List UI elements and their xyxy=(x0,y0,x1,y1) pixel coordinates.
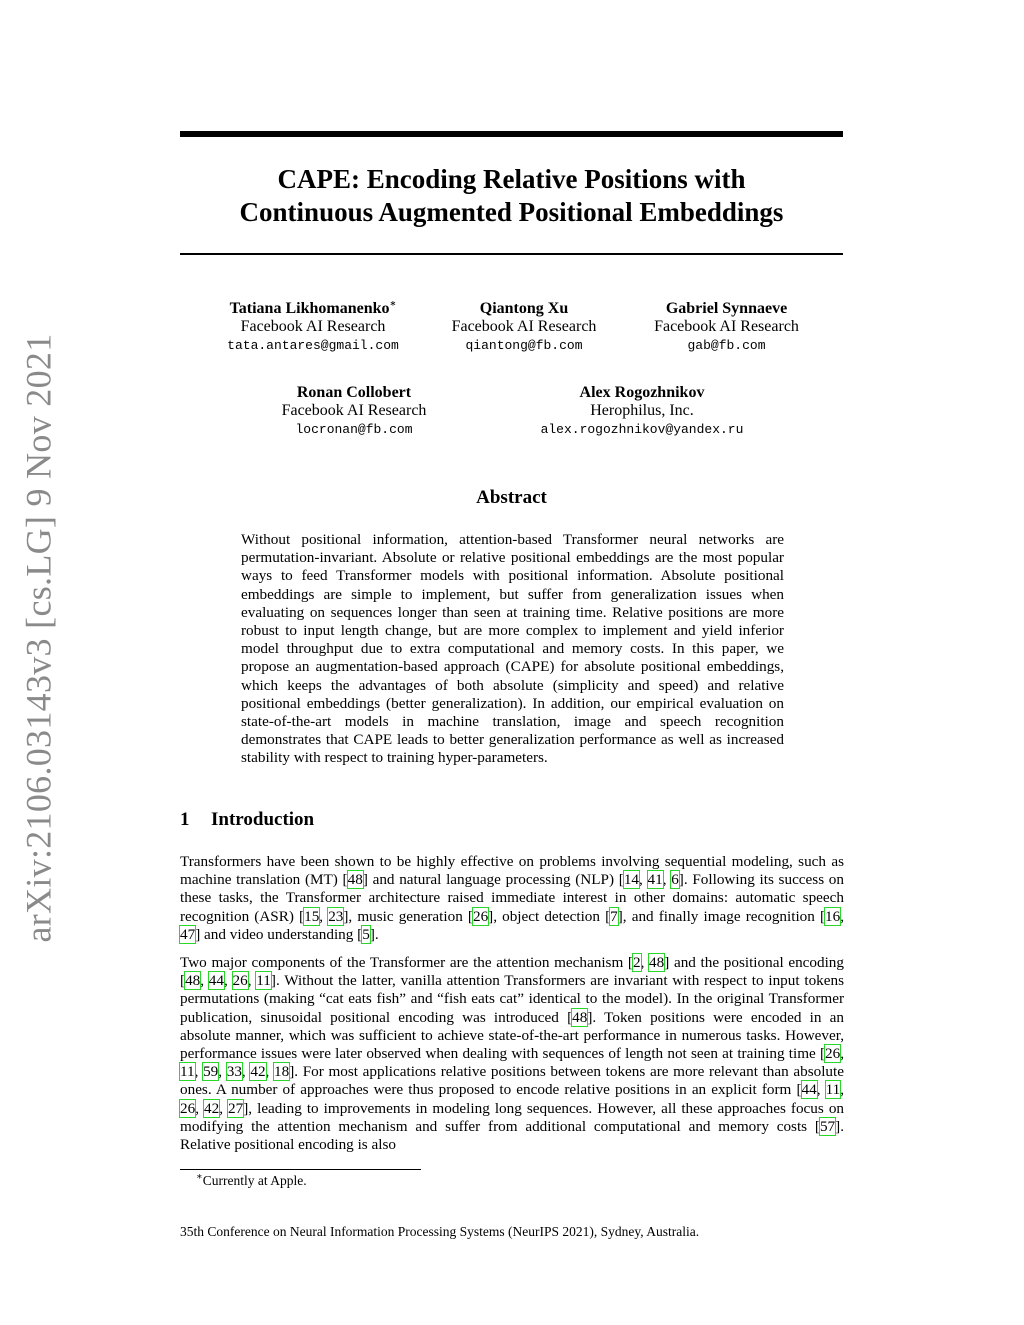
author-name: Ronan Collobert xyxy=(296,384,412,401)
citation-link[interactable]: 47 xyxy=(180,925,196,943)
citation-link[interactable]: 48 xyxy=(572,1008,588,1026)
title-line-1: CAPE: Encoding Relative Positions with xyxy=(277,164,746,194)
author-name: Tatiana Likhomanenko xyxy=(229,300,390,317)
citation-link[interactable]: 42 xyxy=(204,1099,220,1117)
footnote-marker: ∗ xyxy=(196,1171,203,1183)
citation-link[interactable]: 11 xyxy=(256,972,271,990)
citation-link[interactable]: 26 xyxy=(825,1045,841,1063)
citation-link[interactable]: 42 xyxy=(250,1063,266,1081)
section-number: 1 xyxy=(180,809,190,830)
citation-link[interactable]: 26 xyxy=(180,1099,196,1117)
citation-link[interactable]: 26 xyxy=(232,972,248,990)
footnote-text: Currently at Apple. xyxy=(202,1173,307,1188)
author-block xyxy=(424,300,624,356)
citation-link[interactable]: 14 xyxy=(623,871,640,889)
citation-link[interactable]: 6 xyxy=(671,871,679,889)
citation-link[interactable]: 11 xyxy=(180,1063,195,1081)
title-top-rule xyxy=(180,131,843,137)
citation-link[interactable]: 15 xyxy=(304,907,320,925)
author-name: Alex Rogozhnikov xyxy=(579,384,705,401)
section-title: Introduction xyxy=(211,809,315,830)
citation-link[interactable]: 5 xyxy=(362,925,370,943)
citation-link[interactable]: 48 xyxy=(347,871,363,889)
author-email: qiantong@fb.com xyxy=(465,338,583,353)
author-block xyxy=(630,300,823,356)
author-block xyxy=(521,384,763,440)
citation-link[interactable]: 48 xyxy=(649,954,665,971)
conference-note: 35th Conference on Neural Information Processing Systems (NeurIPS 2021), Sydney, Australia. xyxy=(180,1224,700,1239)
citation-link[interactable]: 44 xyxy=(801,1081,817,1099)
author-affiliation: Herophilus, Inc. xyxy=(590,402,694,419)
author-block xyxy=(254,384,454,440)
author-email-link[interactable]: tata.antares@gmail.com xyxy=(227,338,399,353)
citation-link[interactable]: 41 xyxy=(647,871,663,889)
citation-link[interactable]: 18 xyxy=(274,1063,290,1081)
citation-link[interactable]: 23 xyxy=(328,907,344,925)
author-affiliation: Facebook AI Research xyxy=(240,318,386,335)
citation-link[interactable]: 7 xyxy=(610,907,618,925)
citation-link[interactable]: 57 xyxy=(819,1117,836,1135)
title-line-2: Continuous Augmented Positional Embeddings xyxy=(239,197,784,227)
citation-link[interactable]: 27 xyxy=(228,1099,244,1117)
citation-link[interactable]: 33 xyxy=(226,1063,242,1081)
arxiv-stamp-text: arXiv:2106.03143v3 [cs.LG] 9 Nov 2021 xyxy=(19,332,59,943)
author-affiliation: Facebook AI Research xyxy=(281,402,427,419)
citation-link[interactable]: 11 xyxy=(825,1081,841,1099)
arxiv-stamp xyxy=(4,332,74,943)
abstract-text: Without positional information, attention-based Transformer neural networks are permutation-invariant. Absolute or relative positional embeddings are the most popular ways to feed Transformer models with positional information. Absolute positional embeddings are simple to implement, but suffer from generalization issues when evaluating on sequences longer than seen at training time. Relative positions are more robust to input length change, but are more complex to implement and yield inferior model throughput due to extra computational and memory costs. In this paper, we propose an augmentation-based approach (CAPE) for absolute positional embeddings, which keeps the advantages of both absolute (simplicity and speed) and relative positional embeddings (better generalization). In addition, our empirical evaluation on state-of-the-art models in machine translation, image and speech recognition demonstrates that CAPE leads to better generalization performance as well as increased stability with respect to training hyper-parameters. xyxy=(241,531,784,767)
footnote xyxy=(196,1173,307,1189)
author-block xyxy=(205,300,421,356)
citation-link[interactable]: 44 xyxy=(208,972,224,990)
author-name: Qiantong Xu xyxy=(479,300,569,317)
author-email: locronan@fb.com xyxy=(295,422,413,437)
author-name: Gabriel Synnaeve xyxy=(665,300,788,317)
author-footnote-marker: ∗ xyxy=(389,298,397,310)
author-affiliation: Facebook AI Research xyxy=(451,318,597,335)
citation-link[interactable]: 48 xyxy=(185,972,201,990)
citation-link[interactable]: 2 xyxy=(632,954,641,971)
author-email: alex.rogozhnikov@yandex.ru xyxy=(540,422,744,437)
intro-paragraph-1: Transformers have been shown to be highly effective on problems involving sequential modeling, such as machine translation (MT) [48] and natural language processing (NLP) [14, 41, 6]. Following its success on these tasks, the Transformer architecture raised immediate interest in other domains: automatic speech recognition (ASR) [15, 23], music generation [26], object detection [7], and finally image recognition [16, 47] and video understanding [5]. xyxy=(180,853,845,943)
citation-link[interactable]: 59 xyxy=(203,1063,219,1081)
footnote-rule xyxy=(180,1169,421,1170)
abstract-heading: Abstract xyxy=(476,487,547,508)
citation-link[interactable]: 26 xyxy=(472,907,489,925)
author-email: gab@fb.com xyxy=(687,338,766,353)
author-affiliation: Facebook AI Research xyxy=(654,318,799,335)
citation-link[interactable]: 16 xyxy=(825,907,841,925)
section-heading xyxy=(180,809,314,831)
title-bottom-rule xyxy=(180,253,843,255)
intro-paragraph-2: Two major components of the Transformer are the attention mechanism [2, 48] and the positional encoding [48, 44, 26, 11]. Without the latter, vanilla attention Transformers are invariant with respect to input tokens permutations (making “cat eats fish” and “fish eats cat” identical to the model). In the original Transformer publication, sinusoidal positional encoding was introduced [48]. Token positions were encoded in an absolute manner, which was sufficient to achieve state-of-the-art performance in numerous tasks. However, performance issues were later observed when dealing with sequences of length not seen at training time [26, 11, 59, 33, 42, 18]. For most applications relative positions between tokens are more relevant than absolute ones. A number of approaches were thus proposed to encode relative positions in an explicit form [44, 11, 26, 42, 27], leading to improvements in modeling long sequences. However, all these approaches focus on modifying the attention mechanism and suffer from additional computational and memory costs [57]. Relative positional encoding is also xyxy=(180,954,845,1154)
paper-title xyxy=(180,163,843,229)
